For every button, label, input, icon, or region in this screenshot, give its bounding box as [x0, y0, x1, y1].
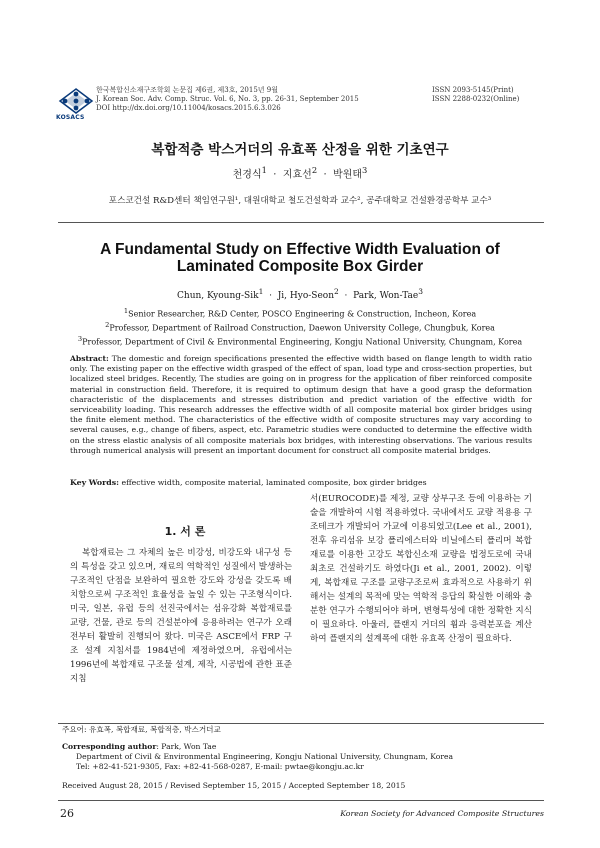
logo-text: KOSACS — [56, 114, 85, 121]
journal-info — [96, 86, 396, 113]
affiliations-korean: 포스코건설 R&D센터 책임연구원¹, 대원대학교 철도건설학과 교수², 공주대학교 건설환경공학부 교수³ — [108, 196, 492, 206]
corr-address: Department of Civil & Environmental Engineering, Kongju National University, Chungnam, Korea — [76, 752, 454, 761]
body-column-right: 서(EUROCODE)를 제정, 교량 상부구조 등에 이용하는 기술을 개발하여 시험 적용하였다. 국내에서도 교량 적용용 구조테크가 개발되어 가교에 이용되었고(Lee et al., 2001), 전후 유리섬유 보강 폴리에스터와 비닐에스터 폴리머 복합재료를 이용한 고강도 복합신소재 교량을 법정도로에 국내최초로 건설하기도 하였다(Ji et al., 2001, 2002). 이렇게, 복합재료 구조를 교량구조로써 효과적으로 사용하기 위해서는 설계의 목적에 맞는 역학적 응답의 확실한 이해와 충분한 연구가 수행되어야 하며, 변형특성에 대한 정확한 지식이 필요하다. 아울러, 플랜지 거더의 휨과 응력분포을 계산하여 플랜지의 설계폭에 대한 유효폭 산정이 필요하다. — [310, 494, 532, 644]
abstract-text: The domestic and foreign specifications presented the effective width based on flange length to width ratio only. The existing paper on the effective width grasped of the effect of span, load type and cross-section properties, but localized steel bridges. Recently, The studies are going on in progress for the application of fiber reinforced composite material in construction field. Therefore, it is required to optimum design that have a good grasp the deformation characteristic of the displacements and stresses distribution and predict variation of the effective width for serviceability loading. This research addresses the effective width of all composite material box girder bridges using the finite element method. The characteristics of the effective width of composite structures may vary according to several causes, e.g., change of fibers, aspect, etc. Parametric studies were conducted to determine the effective width on the stress elastic analysis of all composite materials box bridges, with interesting observations. The various results through numerical analysis will present an important document for construct all composite material bridges. — [70, 354, 532, 455]
title-korean: 복합적층 박스거더의 유효폭 산정을 위한 기초연구 — [151, 142, 449, 158]
received-dates: Received August 28, 2015 / Revised September 15, 2015 / Accepted September 18, 2015 — [62, 781, 406, 790]
divider — [58, 222, 544, 223]
affiliation-2: $^2$Professor, Department of Railroad Construction, Daewon University College, Chungbuk, Korea — [105, 321, 495, 333]
section-title-introduction: 1. 서 론 — [164, 525, 206, 538]
corresponding-author — [62, 742, 542, 772]
issn-online: ISSN 2288-0232(Online) — [432, 95, 520, 103]
authors-english: Chun, Kyoung-Sik$^1$ · Ji, Hyo-Seon$^2$ · Park, Won-Tae$^3$ — [177, 287, 423, 301]
keywords-label: Key Words: — [70, 478, 119, 487]
corr-contact: Tel: +82-41-521-9305, Fax: +82-41-568-0287, E-mail: pwtae@kongju.ac.kr — [76, 762, 364, 771]
affiliations-english — [0, 306, 600, 348]
author-en-2: Ji, Hyo-Seon — [277, 291, 334, 301]
corr-label: Corresponding author — [62, 742, 157, 751]
journal-en: J. Korean Soc. Adv. Comp. Struc. Vol. 6, No. 3, pp. 26-31, September 2015 — [96, 95, 359, 103]
title-english: A Fundamental Study on Effective Width Evaluation of Laminated Composite Box Girder — [100, 241, 500, 275]
footer-journal: Korean Society for Advanced Composite Structures — [340, 809, 544, 818]
author-en-1: Chun, Kyoung-Sik — [177, 291, 259, 301]
page-number: 26 — [60, 807, 74, 820]
footer-divider — [58, 800, 544, 801]
abstract-label: Abstract: — [70, 354, 109, 363]
issn-block — [432, 86, 572, 104]
abstract — [70, 354, 532, 456]
affiliation-3: $^3$Professor, Department of Civil & Environmental Engineering, Kongju National University, Chungnam, Korea — [77, 335, 523, 347]
issn-print: ISSN 2093-5145(Print) — [432, 86, 514, 94]
author-ko-1: 천경식 — [232, 169, 262, 181]
keywords — [70, 478, 532, 487]
footnote-keywords: 주요어: 유효폭, 복합재료, 복합적층, 박스거더교 — [62, 725, 221, 734]
footnote-divider — [58, 723, 544, 724]
corr-name: : Park, Won Tae — [156, 742, 217, 751]
author-ko-3: 박원태 — [333, 169, 363, 181]
authors-korean: 천경식$^1$ · 지효선$^2$ · 박원태$^3$ — [232, 165, 368, 181]
keywords-text: effective width, composite material, laminated composite, box girder bridges — [121, 478, 427, 487]
author-en-3: Park, Won-Tae — [353, 291, 419, 301]
affiliation-1: $^1$Senior Researcher, R&D Center, POSCO Engineering & Construction, Incheon, Korea — [123, 307, 477, 319]
doi-link[interactable]: DOI http://dx.doi.org/10.11004/kosacs.2015.6.3.026 — [96, 104, 281, 112]
journal-ko: 한국복합신소재구조학회 논문집 제6권, 제3호, 2015년 9월 — [96, 86, 278, 94]
author-ko-2: 지효선 — [282, 169, 312, 181]
kosacs-logo — [58, 88, 94, 114]
body-column-left: 복합재료는 그 자체의 높은 비강성, 비강도와 내구성 등의 특성을 갖고 있으며, 재료의 역학적인 성질에서 발생하는 구조적인 단점을 보완하여 필요한 강도와 강성을 갖도록 배치함으로써 구조적인 효율성을 높일 수 있는 구조형식이다. 미국, 일본, 유럽 등의 선진국에서는 섬유강화 복합재료를 교량, 건물, 관로 등의 건설분야에 응용하려는 연구가 오래전부터 활발히 진행되어 왔다. 미국은 ASCE에서 FRP 구조 설계 지침서를 1984년에 제정하였으며, 유럽에서는 1996년에 복합재료 구조물 설계, 제작, 시공법에 관한 표준지침 — [70, 548, 292, 684]
